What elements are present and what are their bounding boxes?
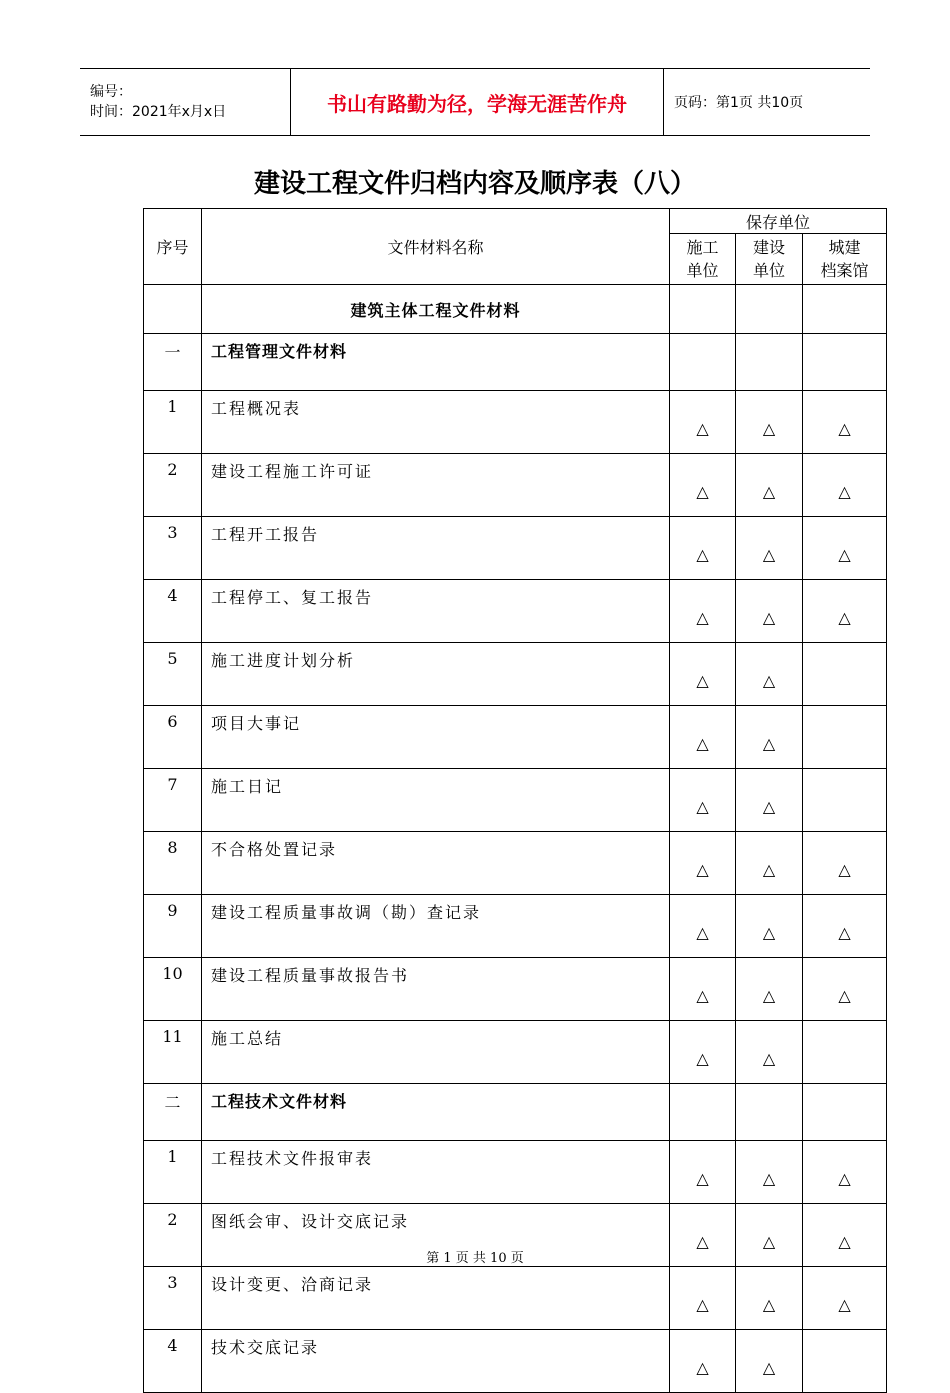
time-label: 时间：2021年x月x日 [90,104,227,120]
row-mark-b: △ [736,1330,803,1393]
row-mark-c: △ [803,580,887,643]
row-name: 施工日记 [202,769,670,832]
row-mark-a: △ [670,1141,736,1204]
row-mark-b: △ [736,643,803,706]
row-mark-a: △ [670,517,736,580]
header-name: 文件材料名称 [202,209,670,285]
row-mark-a: △ [670,895,736,958]
header-motto: 书山有路勤为径，学海无涯苦作舟 [291,69,664,136]
row-mark-b: △ [736,706,803,769]
table-row [144,1330,887,1393]
row-mark-c [803,1330,887,1393]
row-mark-a: △ [670,580,736,643]
row-mark-a: △ [670,643,736,706]
row-name: 不合格处置记录 [202,832,670,895]
row-seq: 2 [144,454,202,517]
row-mark-a: △ [670,1204,736,1267]
row-mark-c [803,1021,887,1084]
number-label: 编号： [90,84,132,100]
row-mark-c: △ [803,832,887,895]
row-name: 施工总结 [202,1021,670,1084]
row-name: 技术交底记录 [202,1330,670,1393]
row-mark-c: △ [803,391,887,454]
row-seq: 3 [144,1267,202,1330]
row-mark-b: △ [736,1204,803,1267]
header-seq: 序号 [144,209,202,285]
row-mark-c: △ [803,1267,887,1330]
row-mark-b: △ [736,391,803,454]
row-seq: 3 [144,517,202,580]
row-seq: 1 [144,391,202,454]
table-row [144,706,887,769]
row-mark-a: △ [670,958,736,1021]
row-name: 建设工程质量事故调（勘）查记录 [202,895,670,958]
row-seq: 4 [144,580,202,643]
group-seq: 二 [144,1084,202,1141]
row-mark-b: △ [736,769,803,832]
header-sub-archive: 城建 档案馆 [803,234,887,285]
table-row [144,769,887,832]
row-mark-b: △ [736,958,803,1021]
document-title: 建设工程文件归档内容及顺序表（八） [253,169,696,199]
row-seq: 4 [144,1330,202,1393]
row-seq: 8 [144,832,202,895]
table-row [144,1267,887,1330]
table-row [144,454,887,517]
row-mark-a: △ [670,1330,736,1393]
group-seq: 一 [144,334,202,391]
row-mark-c: △ [803,454,887,517]
row-mark-a: △ [670,391,736,454]
row-mark-b: △ [736,1141,803,1204]
row-mark-a: △ [670,1021,736,1084]
table-row [144,832,887,895]
document-header [80,68,870,136]
row-mark-c: △ [803,958,887,1021]
row-mark-a: △ [670,769,736,832]
table-row [144,517,887,580]
row-name: 施工进度计划分析 [202,643,670,706]
row-name: 图纸会审、设计交底记录 [202,1204,670,1267]
row-mark-c [803,706,887,769]
table-row [144,1021,887,1084]
row-mark-a: △ [670,832,736,895]
section-seq-cell [144,285,202,334]
row-mark-a: △ [670,454,736,517]
row-mark-b: △ [736,832,803,895]
row-mark-b: △ [736,895,803,958]
table-row [144,895,887,958]
table-row [144,958,887,1021]
group-name: 工程管理文件材料 [202,334,670,391]
row-name: 建设工程质量事故报告书 [202,958,670,1021]
row-name: 建设工程施工许可证 [202,454,670,517]
row-seq: 10 [144,958,202,1021]
row-name: 工程技术文件报审表 [202,1141,670,1204]
table-row [144,1141,887,1204]
row-mark-c [803,769,887,832]
row-mark-b: △ [736,454,803,517]
row-seq: 2 [144,1204,202,1267]
row-seq: 1 [144,1141,202,1204]
row-mark-b: △ [736,1267,803,1330]
row-name: 工程开工报告 [202,517,670,580]
header-unit: 保存单位 [670,209,887,234]
row-mark-b: △ [736,580,803,643]
row-seq: 11 [144,1021,202,1084]
row-mark-c: △ [803,1204,887,1267]
row-mark-c: △ [803,1141,887,1204]
header-meta [80,69,291,136]
row-seq: 6 [144,706,202,769]
row-name: 项目大事记 [202,706,670,769]
table-row [144,580,887,643]
table-row [144,391,887,454]
row-name: 工程停工、复工报告 [202,580,670,643]
row-mark-c [803,643,887,706]
page-footer: 第 1 页 共 10 页 [426,1251,524,1266]
header-sub-construction: 施工 单位 [670,234,736,285]
row-seq: 9 [144,895,202,958]
section-title: 建筑主体工程文件材料 [202,285,670,334]
row-name: 工程概况表 [202,391,670,454]
row-mark-b: △ [736,1021,803,1084]
row-name: 设计变更、洽商记录 [202,1267,670,1330]
row-mark-c: △ [803,517,887,580]
group-row [144,1084,887,1141]
group-row [144,334,887,391]
row-seq: 5 [144,643,202,706]
row-mark-a: △ [670,706,736,769]
header-page-info: 页码：第1页 共10页 [664,69,871,136]
table-row [144,643,887,706]
group-name: 工程技术文件材料 [202,1084,670,1141]
row-mark-a: △ [670,1267,736,1330]
row-seq: 7 [144,769,202,832]
header-sub-owner: 建设 单位 [736,234,803,285]
row-mark-b: △ [736,517,803,580]
archive-table [143,208,887,1393]
row-mark-c: △ [803,895,887,958]
